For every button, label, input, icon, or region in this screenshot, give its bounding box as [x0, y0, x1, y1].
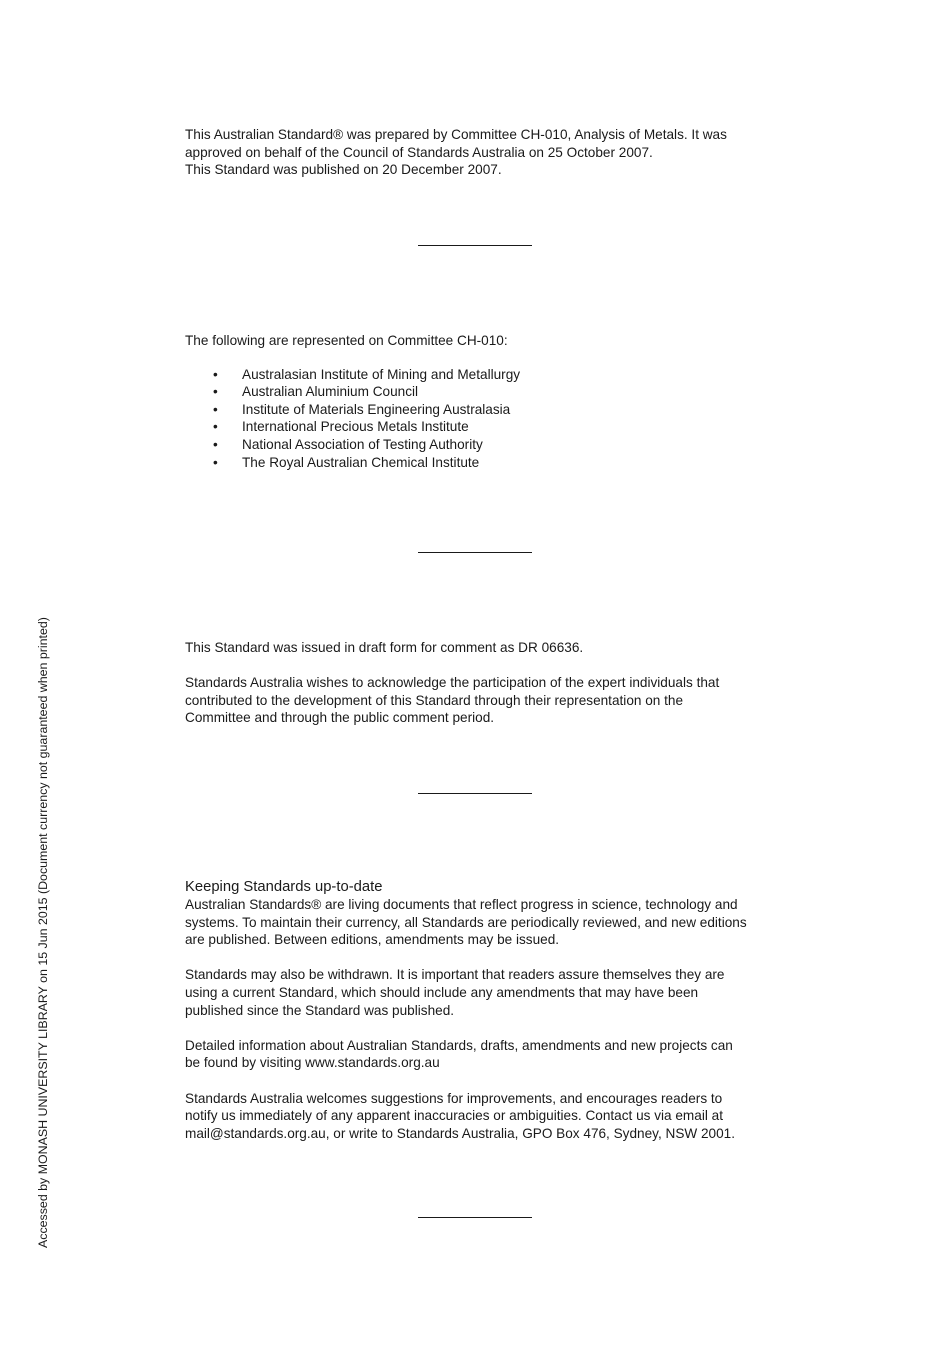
approval-statement — [185, 126, 775, 179]
acknowledgement-line-1: Standards Australia wishes to acknowledge the participation of the expert individuals that — [185, 675, 720, 691]
committee-member-name: Australian Aluminium Council — [242, 384, 419, 400]
section-divider-3 — [418, 793, 532, 794]
committee-member-name: International Precious Metals Institute — [242, 419, 469, 435]
bullet-icon: • — [213, 454, 218, 470]
publication-line: This Standard was published on 20 December 2007. — [185, 162, 502, 178]
paragraph-information-line-1: Detailed information about Australian Standards, drafts, amendments and new projects can — [185, 1037, 733, 1053]
section-divider-4 — [418, 1217, 532, 1218]
paragraph-information-line-2: be found by visiting www.standards.org.au — [185, 1055, 440, 1071]
section-heading: Keeping Standards up-to-date — [185, 879, 383, 895]
bullet-icon: • — [213, 419, 218, 435]
committee-member-name: Institute of Materials Engineering Australasia — [242, 401, 511, 417]
committee-intro: The following are represented on Committee CH-010: — [185, 333, 508, 348]
bullet-icon: • — [213, 436, 218, 452]
paragraph-withdrawn-line-3: published since the Standard was published. — [185, 1002, 455, 1018]
acknowledgement-line-3: Committee and through the public comment period. — [185, 710, 495, 726]
paragraph-contact-line-2: notify us immediately of any apparent inaccuracies or ambiguities. Contact us via email at — [185, 1108, 723, 1124]
approval-line-2: approved on behalf of the Council of Standards Australia on 25 October 2007. — [185, 144, 653, 160]
draft-issued-statement: This Standard was issued in draft form for comment as DR 06636. — [185, 640, 584, 655]
draft-section — [185, 639, 775, 727]
committee-member-name: National Association of Testing Authority — [242, 436, 483, 452]
section-divider-2 — [418, 552, 532, 553]
section-divider-1 — [418, 245, 532, 246]
paragraph-living-documents-line-3: are published. Between editions, amendments may be issued. — [185, 932, 560, 948]
paragraph-contact-line-3: mail@standards.org.au, or write to Standards Australia, GPO Box 476, Sydney, NSW 2001. — [185, 1125, 736, 1141]
paragraph-withdrawn-line-1: Standards may also be withdrawn. It is important that readers assure themselves they are — [185, 967, 725, 983]
paragraph-living-documents-line-2: systems. To maintain their currency, all Standards are periodically reviewed, and new editions — [185, 914, 747, 930]
bullet-icon: • — [213, 384, 218, 400]
paragraph-contact-line-1: Standards Australia welcomes suggestions for improvements, and encourages readers to — [185, 1090, 723, 1106]
committee-member — [185, 401, 775, 419]
keeping-standards-section — [185, 878, 775, 1142]
access-watermark-note: Accessed by MONASH UNIVERSITY LIBRARY on 15 Jun 2015 (Document currency not guaranteed when printed) — [36, 617, 50, 1248]
approval-line-1: This Australian Standard® was prepared by Committee CH-010, Analysis of Metals. It was — [185, 127, 727, 142]
committee-member — [185, 366, 775, 384]
paragraph-living-documents-line-1: Australian Standards® are living documents that reflect progress in science, technology and — [185, 897, 738, 912]
acknowledgement-line-2: contributed to the development of this Standard through their representation on the — [185, 692, 684, 708]
committee-member-name: The Royal Australian Chemical Institute — [242, 454, 480, 470]
committee-member-name: Australasian Institute of Mining and Metallurgy — [242, 366, 521, 382]
committee-member-list — [185, 366, 775, 472]
committee-member — [185, 383, 775, 401]
paragraph-withdrawn-line-2: using a current Standard, which should include any amendments that may have been — [185, 984, 699, 1000]
bullet-icon: • — [213, 401, 218, 417]
committee-section — [185, 332, 775, 471]
bullet-icon: • — [213, 366, 218, 382]
committee-member — [185, 454, 775, 472]
committee-member — [185, 436, 775, 454]
committee-member — [185, 418, 775, 436]
